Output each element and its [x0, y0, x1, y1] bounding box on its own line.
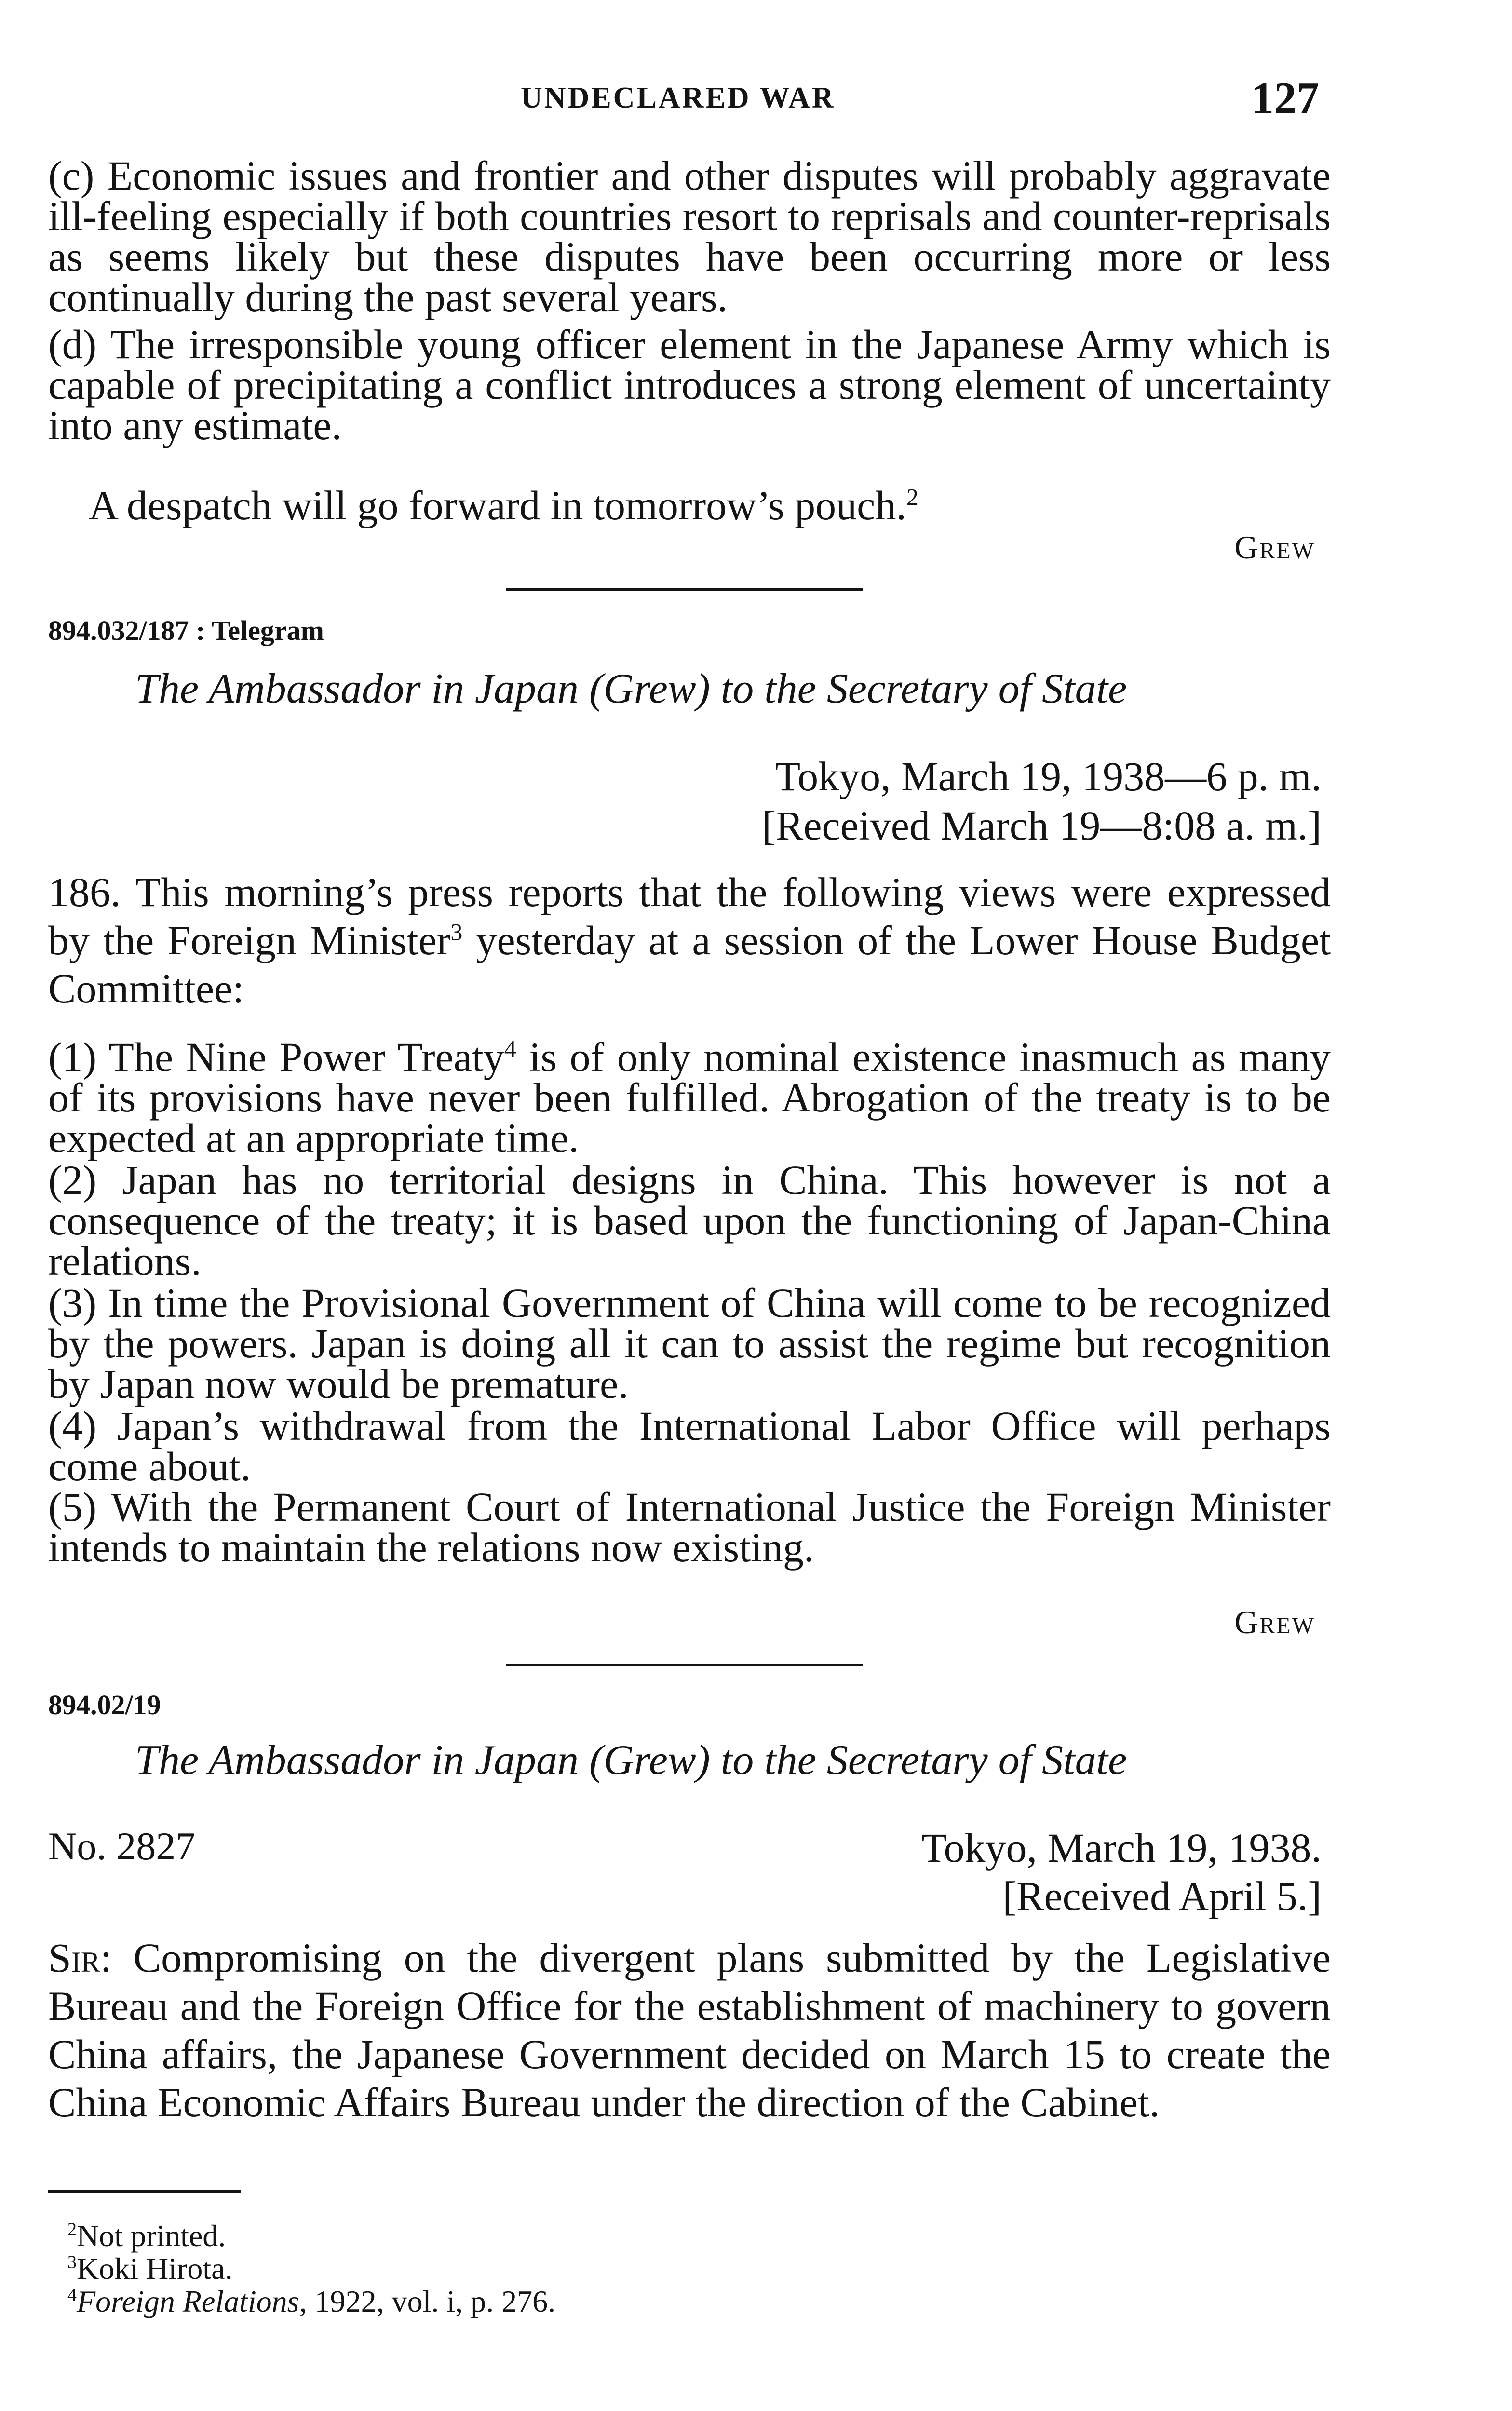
telegram-item-1: [48, 1034, 1331, 1161]
page-number: 127: [1251, 73, 1319, 123]
telegram-item-4: (4) Japan’s withdrawal from the International Labor Office will perhaps come about.: [48, 1403, 1331, 1490]
signature-grew-1: Grew: [1234, 529, 1315, 566]
despatch-number: No. 2827: [48, 1824, 196, 1868]
paragraph-c: (c) Economic issues and frontier and other disputes will probably aggravate ill-feeling especially if both countries resort to reprisals and counter-reprisals as seems likely but these disputes have been occurring more or less continually during the past several years.: [48, 152, 1331, 320]
footnote-text: Not printed.: [77, 2219, 226, 2253]
signature-grew-2: Grew: [1234, 1604, 1315, 1640]
telegram-body-part1: 186. This morning’s press reports that the following views were expressed by the Foreign Minister: [48, 869, 1331, 963]
despatch-dateline: Tokyo, March 19, 1938.: [921, 1825, 1322, 1871]
telegram-item-5: (5) With the Permanent Court of International Justice the Foreign Minister intends to maintain the relations now existing.: [48, 1484, 1331, 1571]
despatch-text: A despatch will go forward in tomorrow’s pouch.: [89, 482, 906, 528]
salutation: Sir:: [48, 1935, 112, 1981]
item-1-part2: is of only nominal existence inasmuch as many of its provisions have never been fulfilled. Abrogation of the treaty is to be expected at an appropriate time.: [48, 1034, 1331, 1161]
telegram-file-id: 894.032/187 : Telegram: [48, 615, 324, 646]
footnote-mark: 4: [68, 2285, 77, 2305]
item-1-part1: (1) The Nine Power Treaty: [48, 1034, 504, 1080]
footnote-ref-3: 3: [450, 918, 463, 946]
footnote-divider: [48, 2190, 241, 2193]
footnote-3: [68, 2251, 233, 2287]
footnote-2: [68, 2218, 226, 2254]
running-header-title: UNDECLARED WAR: [521, 81, 836, 114]
telegram-dateline: Tokyo, March 19, 1938—6 p. m.: [775, 753, 1322, 799]
telegram-body: [48, 868, 1331, 1013]
footnote-ref-2: 2: [906, 483, 918, 511]
despatch-file-id: 894.02/19: [48, 1689, 161, 1720]
footnote-ref-4: 4: [504, 1035, 516, 1062]
telegram-title: The Ambassador in Japan (Grew) to the Secretary of State: [135, 665, 1127, 712]
despatch-sentence: [89, 482, 918, 528]
despatch-body-text: Compromising on the divergent plans submitted by the Legislative Bureau and the Foreign Office for the establishment of machinery to govern China affairs, the Japanese Government decided on March 15 to create the China Economic Affairs Bureau under the direction of the Cabinet.: [48, 1935, 1331, 2126]
telegram-item-3: (3) In time the Provisional Government of China will come to be recognized by the powers. Japan is doing all it can to assist the regime but recognition by Japan now would be premature.: [48, 1280, 1331, 1407]
despatch-received: [Received April 5.]: [1002, 1873, 1322, 1919]
despatch-title: The Ambassador in Japan (Grew) to the Secretary of State: [135, 1737, 1127, 1784]
footnote-mark: 2: [68, 2219, 77, 2240]
footnote-4: [68, 2284, 555, 2319]
paragraph-d: (d) The irresponsible young officer element in the Japanese Army which is capable of precipitating a conflict introduces a strong element of uncertainty into any estimate.: [48, 321, 1331, 448]
footnote-text: 1922, vol. i, p. 276.: [314, 2284, 556, 2318]
section-divider-1: [506, 588, 863, 591]
despatch-body: [48, 1934, 1331, 2127]
footnote-mark: 3: [68, 2252, 77, 2273]
footnote-text: Koki Hirota.: [77, 2251, 233, 2286]
telegram-received: [Received March 19—8:08 a. m.]: [762, 802, 1322, 849]
section-divider-2: [506, 1664, 863, 1666]
footnote-italic-text: Foreign Relations,: [77, 2284, 307, 2318]
telegram-body-part2: yesterday at a session of the Lower House Budget Committee:: [48, 917, 1331, 1012]
telegram-item-2: (2) Japan has no territorial designs in China. This however is not a consequence of the treaty; it is based upon the functioning of Japan-China relations.: [48, 1157, 1331, 1284]
